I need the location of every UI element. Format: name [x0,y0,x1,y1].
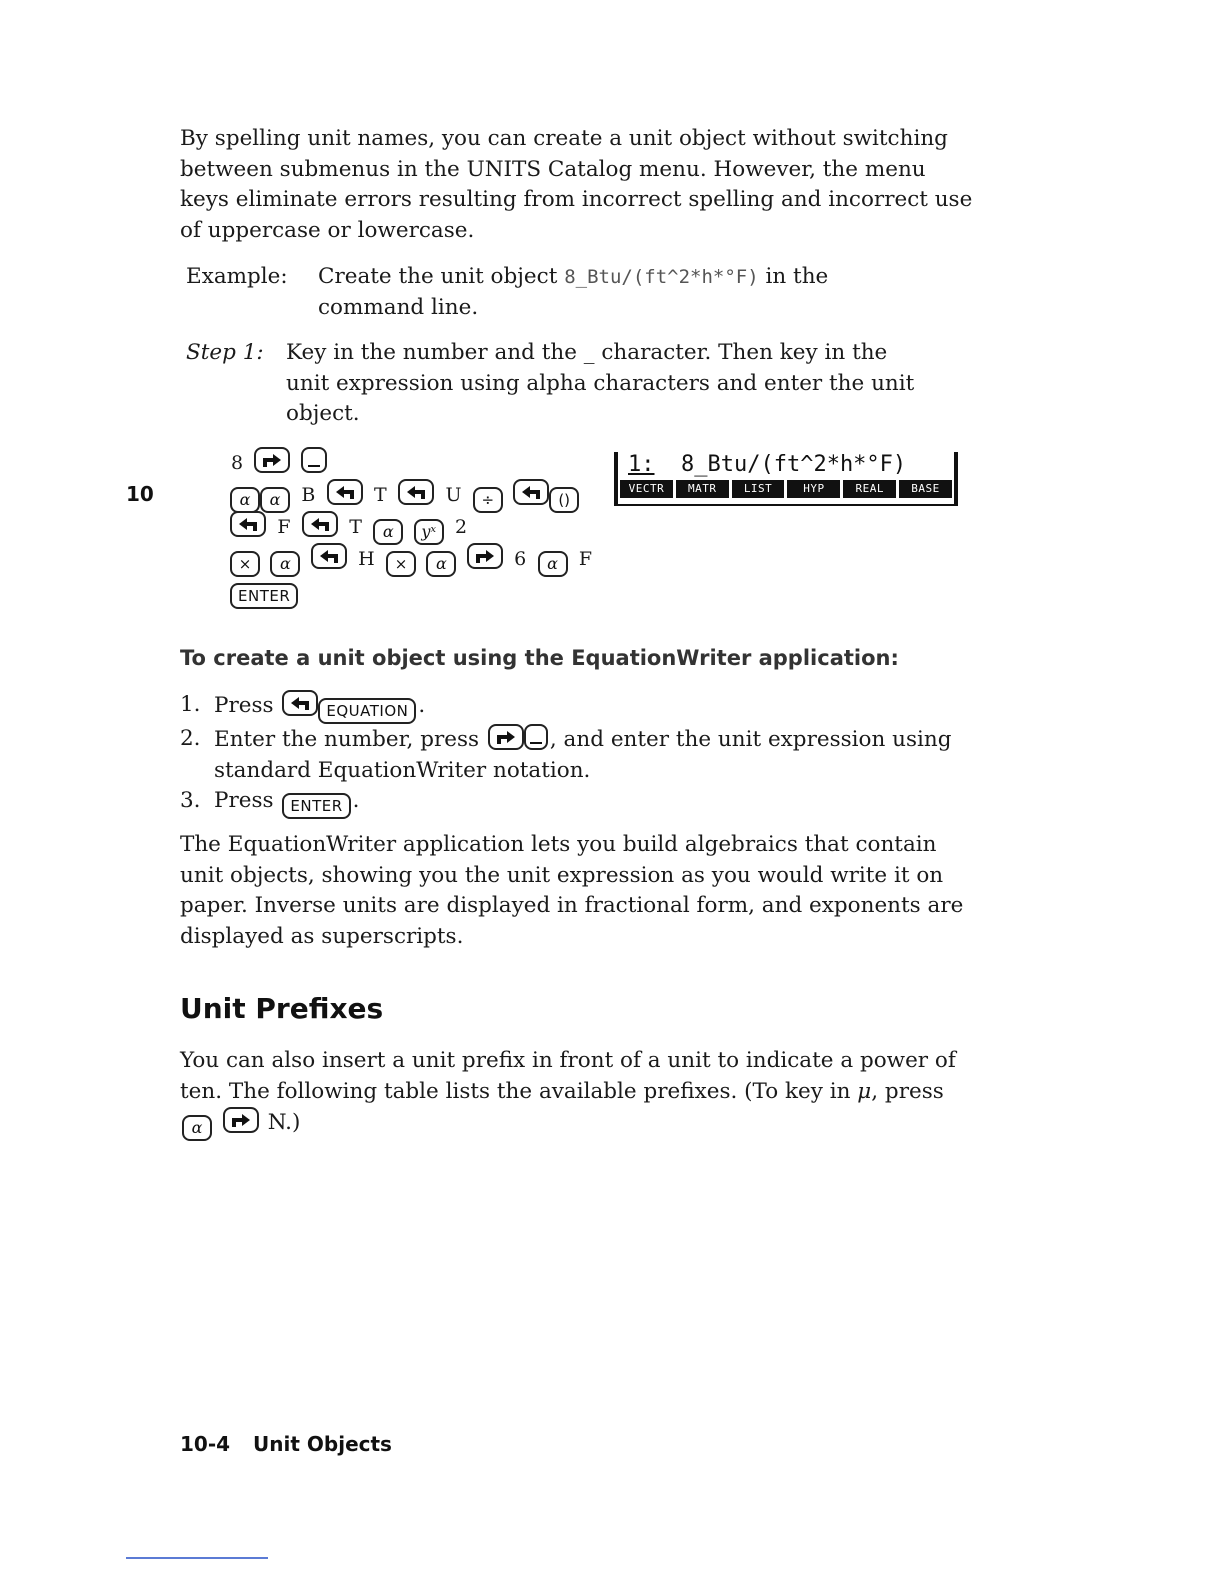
example-text-after: in the command line. [318,264,829,320]
step-number: 1. [180,692,201,717]
char-U: U [445,484,462,506]
prefixes-paragraph [180,1046,970,1141]
step-text-end: . [418,693,426,718]
example-code: 8_Btu/(ft^2*h*°F) [564,266,759,288]
alpha-key-4[interactable]: α [270,551,300,577]
alpha-key-7[interactable]: α [182,1115,212,1141]
step-text: Press [214,693,274,718]
right-shift-arrow-icon [259,451,285,469]
softkey-list[interactable]: LIST [732,480,785,498]
underscore-icon [308,465,320,467]
alpha-key-3[interactable]: α [373,519,403,545]
list-item [180,786,980,819]
prefixes-text-before: You can also insert a unit prefix in front of a unit to indicate a power of ten. The following table lists the available prefixes. (To key in [180,1048,956,1104]
underscore-key[interactable] [301,447,327,473]
digit-2: 2 [455,516,468,538]
left-shift-key-2[interactable] [398,479,434,505]
stack-level-1 [618,452,954,478]
page-number: 10-4 [180,1432,231,1456]
char-F: F [277,516,291,538]
left-shift-arrow-icon [316,547,342,565]
keystroke-sequence [228,446,595,606]
left-shift-arrow-icon [332,483,358,501]
right-shift-arrow-icon [493,728,519,746]
underscore-icon [530,742,542,744]
chapter-title: Unit Objects [253,1432,392,1456]
softkey-menu [618,480,954,498]
power-key[interactable]: yˣ [414,519,444,545]
prefixes-text-after: .) [285,1110,301,1135]
divide-key[interactable]: ÷ [473,487,503,513]
softkey-hyp[interactable]: HYP [787,480,840,498]
equationwriter-steps [180,690,980,819]
step1-text [286,338,936,430]
list-item [180,690,980,724]
page-footer [180,1432,392,1456]
char-B: B [301,484,316,506]
keyline-4 [228,542,595,574]
keyline-5 [228,574,595,606]
char-T: T [374,484,387,506]
right-shift-arrow-icon [228,1111,254,1129]
right-shift-key-3[interactable] [488,724,524,750]
equationwriter-heading: To create a unit object using the EquationWriter application: [180,646,899,670]
parens-key[interactable]: () [549,487,579,513]
right-shift-key-2[interactable] [467,543,503,569]
char-N: N [267,1110,286,1135]
left-shift-key-7[interactable] [282,690,318,716]
alpha-key[interactable]: α [230,487,260,513]
step-text-end: . [352,788,360,813]
left-shift-arrow-icon [287,694,313,712]
keyline-3 [228,510,595,542]
underscore-key-2[interactable] [524,724,548,750]
example-text [318,262,918,323]
mu-char: μ [857,1078,872,1104]
alpha-key-5[interactable]: α [426,551,456,577]
right-shift-key[interactable] [254,447,290,473]
equationwriter-paragraph: The EquationWriter application lets you build algebraics that contain unit objects, showing you the unit expression as you would write it on paper. Inverse units are displayed in fractional form, and exponents are displayed as superscripts. [180,832,964,949]
example-label: Example: [186,264,288,289]
alpha-key-6[interactable]: α [538,551,568,577]
stack-value: 8_Btu/(ft^2*h*°F) [681,452,907,477]
char-F-2: F [578,548,593,570]
softkey-matr[interactable]: MATR [676,480,729,498]
char-T-2: T [349,516,362,538]
bottom-rule [126,1557,268,1559]
intro-paragraph: By spelling unit names, you can create a unit object without switching between submenus in the UNITS Catalog menu. However, the menu keys eliminate errors resulting from incorrect spelling and incorrect use of uppercase or lowercase. [180,126,973,243]
step-number: 2. [180,726,201,751]
right-shift-arrow-icon [472,547,498,565]
times-key[interactable]: × [230,551,260,577]
equation-key[interactable]: EQUATION [318,698,416,724]
left-shift-key-6[interactable] [311,543,347,569]
left-shift-key-5[interactable] [302,511,338,537]
char-H: H [358,548,375,570]
underscore-char: _ [583,340,595,365]
left-shift-arrow-icon [235,515,261,533]
right-shift-key-4[interactable] [223,1107,259,1133]
left-shift-key[interactable] [327,479,363,505]
section-heading: Unit Prefixes [180,992,384,1025]
step1-label: Step 1: [186,340,264,365]
softkey-base[interactable]: BASE [899,480,952,498]
softkey-real[interactable]: REAL [843,480,896,498]
enter-key-2[interactable]: ENTER [282,793,350,819]
alpha-key-2[interactable]: α [260,487,290,513]
left-shift-arrow-icon [403,483,429,501]
left-shift-key-4[interactable] [230,511,266,537]
step-text: Enter the number, press [214,727,480,752]
keyline-1 [228,446,595,478]
step-text: Press [214,788,274,813]
softkey-vectr[interactable]: VECTR [620,480,673,498]
example-text-before: Create the unit object [318,264,558,289]
stack-level-label: 1: [628,452,655,477]
left-shift-arrow-icon [518,483,544,501]
list-item [180,724,980,786]
digit-8: 8 [231,452,244,474]
digit-6: 6 [514,548,527,570]
step-text-end: , and enter the unit expression using standard EquationWriter notation. [214,727,952,783]
step1-text-after: character. Then key in the unit expression using alpha characters and enter the unit object. [286,340,915,426]
prefixes-text-mid: , press [871,1078,944,1104]
side-tab-number: 10 [126,482,154,506]
calculator-screen [614,452,958,506]
step-number: 3. [180,788,201,813]
keyline-2 [228,478,595,510]
times-key-2[interactable]: × [386,551,416,577]
left-shift-arrow-icon [307,515,333,533]
left-shift-key-3[interactable] [513,479,549,505]
step1-text-before: Key in the number and the [286,340,577,365]
enter-key[interactable]: ENTER [230,583,298,609]
